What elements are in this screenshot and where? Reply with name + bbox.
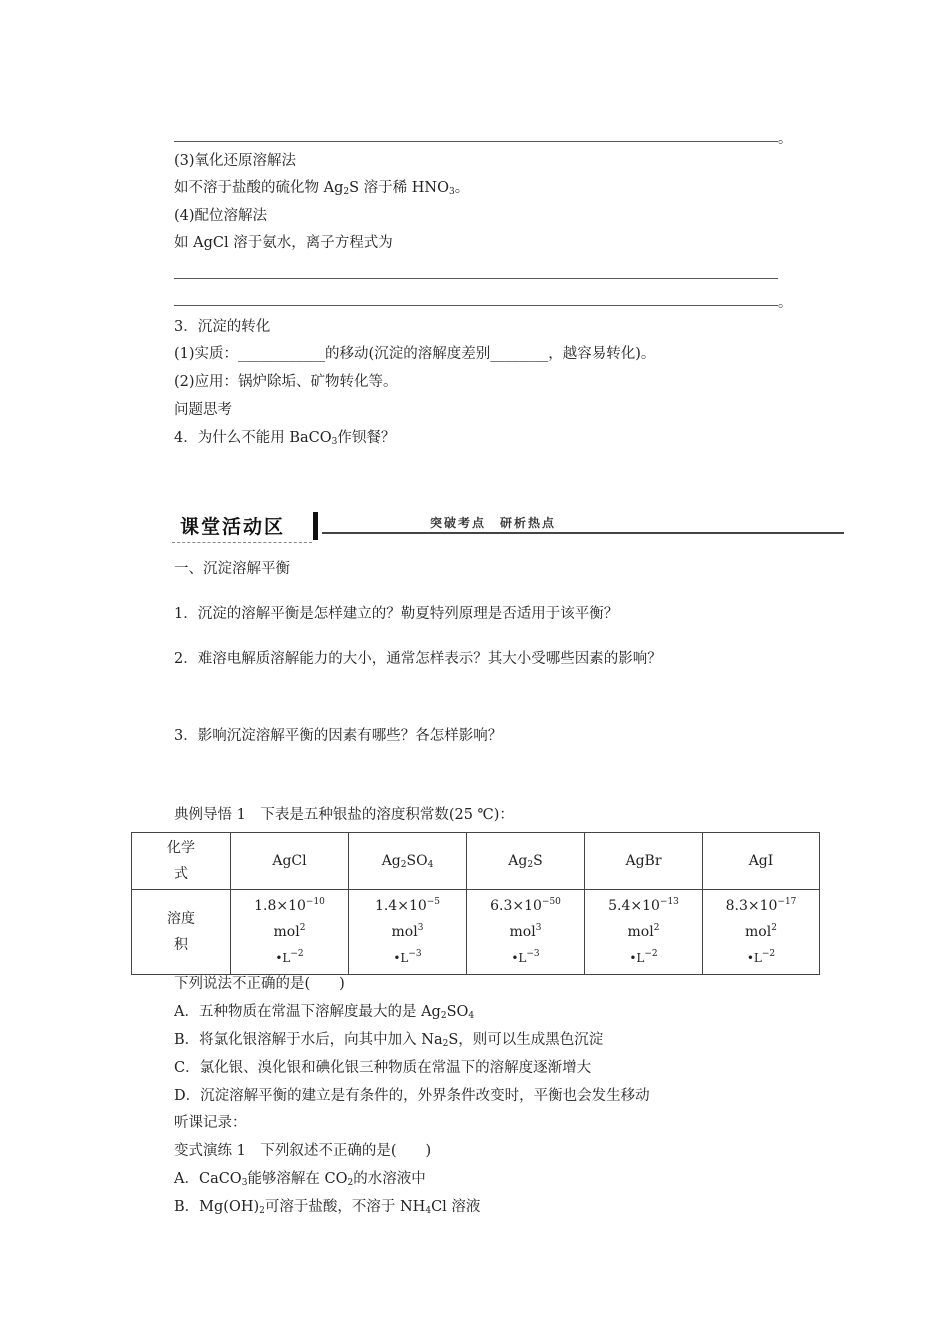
table-cell-salt: $Ag_2SO_4$: [349, 833, 467, 890]
variant-option-a: A．CaCO$_3$能够溶解在 $CO_2$的水溶液中: [174, 1171, 426, 1188]
banner-rule: [322, 532, 844, 534]
banner-dash: [172, 542, 312, 543]
variant-option-b: B．$Mg(OH)_2$可溶于盐酸，不溶于 $NH_4Cl$ 溶液: [174, 1199, 481, 1216]
table-header-formula: 化学 式: [132, 833, 231, 890]
table-cell-ksp: $1.4\times 10^{-5}$ mol$^3$ $•L^{-3}$: [349, 890, 467, 975]
table-header-ksp: 溶度 积: [132, 890, 231, 975]
method-4-text: 如 AgCl 溶于氨水，离子方程式为: [174, 235, 393, 251]
question-4: 4．为什么不能用 BaCO$_3$作钡餐？: [174, 430, 396, 447]
section-3-item-1: (1)实质：____________的移动(沉淀的溶解度差别________，越容易转化)。: [174, 346, 656, 362]
table-cell-salt: AgCl: [231, 833, 349, 890]
banner-subtitle: 突破考点 研析热点: [430, 516, 557, 530]
table-cell-ksp: $5.4\times 10^{-13}$ mol$^2$ $•L^{-2}$: [585, 890, 703, 975]
method-3-title: (3)氧化还原溶解法: [174, 153, 297, 169]
example-option-c: C．氯化银、溴化银和碘化银三种物质在常温下的溶解度逐渐增大: [174, 1060, 592, 1076]
example-intro: 典例导悟 1 下表是五种银盐的溶度积常数(25 ℃)：: [174, 807, 514, 823]
table-cell-salt: AgI: [703, 833, 820, 890]
answer-blank-end: 。: [778, 131, 792, 147]
notes-label: 听课记录：: [174, 1115, 247, 1131]
example-option-b: B．将氯化银溶解于水后，向其中加入 $Na_2S$，则可以生成黑色沉淀: [174, 1032, 604, 1049]
table-row: [132, 890, 820, 975]
method-3-text: 如不溶于盐酸的硫化物 $Ag_2S$ 溶于稀 $HNO_3$。: [174, 180, 470, 197]
section-1-question-1: 1．沉淀的溶解平衡是怎样建立的？勒夏特列原理是否适用于该平衡？: [174, 606, 619, 622]
banner-title: 课堂活动区: [180, 516, 286, 538]
section-1-question-3: 3．影响沉淀溶解平衡的因素有哪些？各怎样影响？: [174, 728, 503, 744]
section-1-heading: 一、沉淀溶解平衡: [174, 561, 290, 577]
section-3-title: 3．沉淀的转化: [174, 319, 271, 335]
answer-blank-line: [174, 141, 778, 142]
banner-divider: [313, 512, 318, 540]
answer-blank-line: [174, 305, 778, 306]
think-heading: 问题思考: [174, 402, 232, 418]
section-1-question-2: 2．难溶电解质溶解能力的大小，通常怎样表示？其大小受哪些因素的影响？: [174, 651, 662, 667]
table-cell-ksp: $8.3\times 10^{-17}$ mol$^2$ $•L^{-2}$: [703, 890, 820, 975]
variant-intro: 变式演练 1 下列叙述不正确的是( ): [174, 1143, 432, 1159]
table-cell-ksp: $6.3\times 10^{-50}$ mol$^3$ $•L^{-3}$: [467, 890, 585, 975]
example-option-a: A．五种物质在常温下溶解度最大的是 $Ag_2SO_4$: [174, 1004, 475, 1021]
section-3-item-2: (2)应用：锅炉除垢、矿物转化等。: [174, 374, 398, 390]
table-row: [132, 833, 820, 890]
method-4-title: (4)配位溶解法: [174, 208, 268, 224]
table-cell-salt: $Ag_2S$: [467, 833, 585, 890]
example-option-d: D．沉淀溶解平衡的建立是有条件的，外界条件改变时，平衡也会发生移动: [174, 1088, 650, 1104]
section-banner: [172, 508, 844, 544]
table-cell-salt: AgBr: [585, 833, 703, 890]
answer-blank-end: 。: [778, 295, 792, 311]
answer-blank-line: [174, 278, 778, 279]
table-cell-ksp: $1.8\times 10^{-10}$ mol$^2$ $•L^{-2}$: [231, 890, 349, 975]
example-question: 下列说法不正确的是( ): [174, 976, 345, 992]
ksp-table: [131, 832, 820, 975]
